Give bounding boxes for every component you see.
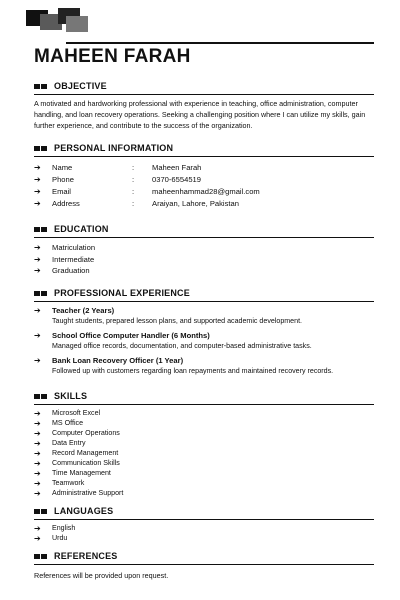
section-rule: [34, 237, 374, 238]
references-section: [34, 550, 374, 581]
experience-title: Bank Loan Recovery Officer (1 Year): [52, 356, 184, 365]
experience-heading: PROFESSIONAL EXPERIENCE: [54, 288, 190, 298]
header-square-decoration: [66, 16, 88, 32]
personal-info-section: [34, 142, 374, 209]
arrow-icon: ➔: [34, 198, 41, 208]
section-heading: [34, 287, 374, 299]
arrow-icon: ➔: [34, 266, 41, 276]
arrow-icon: ➔: [34, 306, 41, 315]
section-rule: [34, 564, 374, 565]
list-item: [34, 458, 374, 468]
arrow-icon: ➔: [34, 408, 41, 418]
personal-row-address: [34, 197, 374, 209]
objective-text: A motivated and hardworking professional with experience in teaching, office administration, computer handling, and loan recovery operations. Seeking a challenging position where I can utilize my skills, gain further experience, and contribute to the success of the organization.: [34, 99, 366, 130]
objective-section: [34, 80, 374, 131]
arrow-icon: ➔: [34, 458, 41, 468]
list-item: [34, 468, 374, 478]
arrow-icon: ➔: [34, 438, 41, 448]
arrow-icon: ➔: [34, 448, 41, 458]
section-rule: [34, 94, 374, 95]
education-section: [34, 223, 374, 277]
section-bullet-icon: [34, 84, 47, 89]
list-item: [34, 418, 374, 428]
section-heading: [34, 80, 374, 92]
list-item: [34, 488, 374, 498]
list-item: [34, 448, 374, 458]
skill-item: Microsoft Excel: [52, 409, 101, 417]
personal-label: Name: [52, 162, 73, 172]
skill-item: Record Management: [52, 449, 119, 457]
personal-value: maheenhammad28@gmail.com: [152, 186, 260, 196]
skills-heading: SKILLS: [54, 391, 88, 401]
arrow-icon: ➔: [34, 174, 41, 184]
arrow-icon: ➔: [34, 356, 41, 365]
references-text: References will be provided upon request.: [34, 571, 169, 580]
colon-separator: :: [132, 186, 135, 196]
list-item: [34, 254, 374, 266]
skill-item: Communication Skills: [52, 459, 120, 467]
section-heading: [34, 550, 374, 562]
list-item: [34, 408, 374, 418]
personal-label: Phone: [52, 174, 74, 184]
colon-separator: :: [132, 162, 135, 172]
languages-section: [34, 505, 374, 543]
list-item: [34, 265, 374, 277]
arrow-icon: ➔: [34, 488, 41, 498]
personal-value: Araiyan, Lahore, Pakistan: [152, 198, 239, 208]
education-item: Graduation: [52, 266, 90, 276]
section-rule: [34, 301, 374, 302]
arrow-icon: ➔: [34, 243, 41, 253]
section-bullet-icon: [34, 509, 47, 514]
colon-separator: :: [132, 174, 135, 184]
references-heading: REFERENCES: [54, 551, 118, 561]
arrow-icon: ➔: [34, 468, 41, 478]
experience-title: Teacher (2 Years): [52, 306, 115, 315]
list-item: [34, 438, 374, 448]
skill-item: Administrative Support: [52, 489, 124, 497]
section-rule: [34, 156, 374, 157]
section-rule: [34, 519, 374, 520]
skill-item: Time Management: [52, 469, 111, 477]
personal-row-email: [34, 185, 374, 197]
language-item: English: [52, 524, 76, 532]
skill-item: Data Entry: [52, 439, 86, 447]
list-item: [34, 242, 374, 254]
section-bullet-icon: [34, 146, 47, 151]
experience-description: Managed office records, documentation, and computer-based administrative tasks.: [52, 342, 312, 350]
experience-description: Taught students, prepared lesson plans, and supported academic development.: [52, 317, 303, 325]
experience-description: Followed up with customers regarding loan repayments and maintained recovery records.: [52, 367, 334, 375]
arrow-icon: ➔: [34, 162, 41, 172]
personal-row-phone: [34, 173, 374, 185]
section-heading: [34, 505, 374, 517]
arrow-icon: ➔: [34, 523, 41, 533]
personal-value: 0370-6554519: [152, 174, 201, 184]
experience-item: [34, 355, 374, 377]
languages-heading: LANGUAGES: [54, 506, 114, 516]
section-heading: [34, 142, 374, 154]
personal-row-name: [34, 161, 374, 173]
objective-heading: OBJECTIVE: [54, 81, 107, 91]
skill-item: Teamwork: [52, 479, 85, 487]
section-bullet-icon: [34, 291, 47, 296]
personal-heading: PERSONAL INFORMATION: [54, 143, 174, 153]
personal-value: Maheen Farah: [152, 162, 202, 172]
personal-label: Email: [52, 186, 71, 196]
arrow-icon: ➔: [34, 418, 41, 428]
section-bullet-icon: [34, 554, 47, 559]
arrow-icon: ➔: [34, 428, 41, 438]
list-item: [34, 428, 374, 438]
experience-section: [34, 287, 374, 377]
education-item: Intermediate: [52, 254, 95, 264]
education-item: Matriculation: [52, 243, 96, 253]
skills-section: [34, 390, 374, 498]
arrow-icon: ➔: [34, 254, 41, 264]
education-heading: EDUCATION: [54, 224, 109, 234]
arrow-icon: ➔: [34, 533, 41, 543]
skill-item: Computer Operations: [52, 429, 120, 437]
section-rule: [34, 404, 374, 405]
experience-item: [34, 330, 374, 352]
arrow-icon: ➔: [34, 331, 41, 340]
list-item: [34, 523, 374, 533]
resume-name: MAHEEN FARAH: [34, 46, 191, 67]
colon-separator: :: [132, 198, 135, 208]
arrow-icon: ➔: [34, 478, 41, 488]
section-heading: [34, 223, 374, 235]
header-rule: [66, 42, 374, 44]
experience-item: [34, 305, 374, 327]
language-item: Urdu: [52, 534, 68, 542]
section-heading: [34, 390, 374, 402]
experience-title: School Office Computer Handler (6 Months): [52, 331, 210, 340]
personal-label: Address: [52, 198, 80, 208]
section-bullet-icon: [34, 227, 47, 232]
skill-item: MS Office: [52, 419, 84, 427]
arrow-icon: ➔: [34, 186, 41, 196]
list-item: [34, 533, 374, 543]
section-bullet-icon: [34, 394, 47, 399]
list-item: [34, 478, 374, 488]
